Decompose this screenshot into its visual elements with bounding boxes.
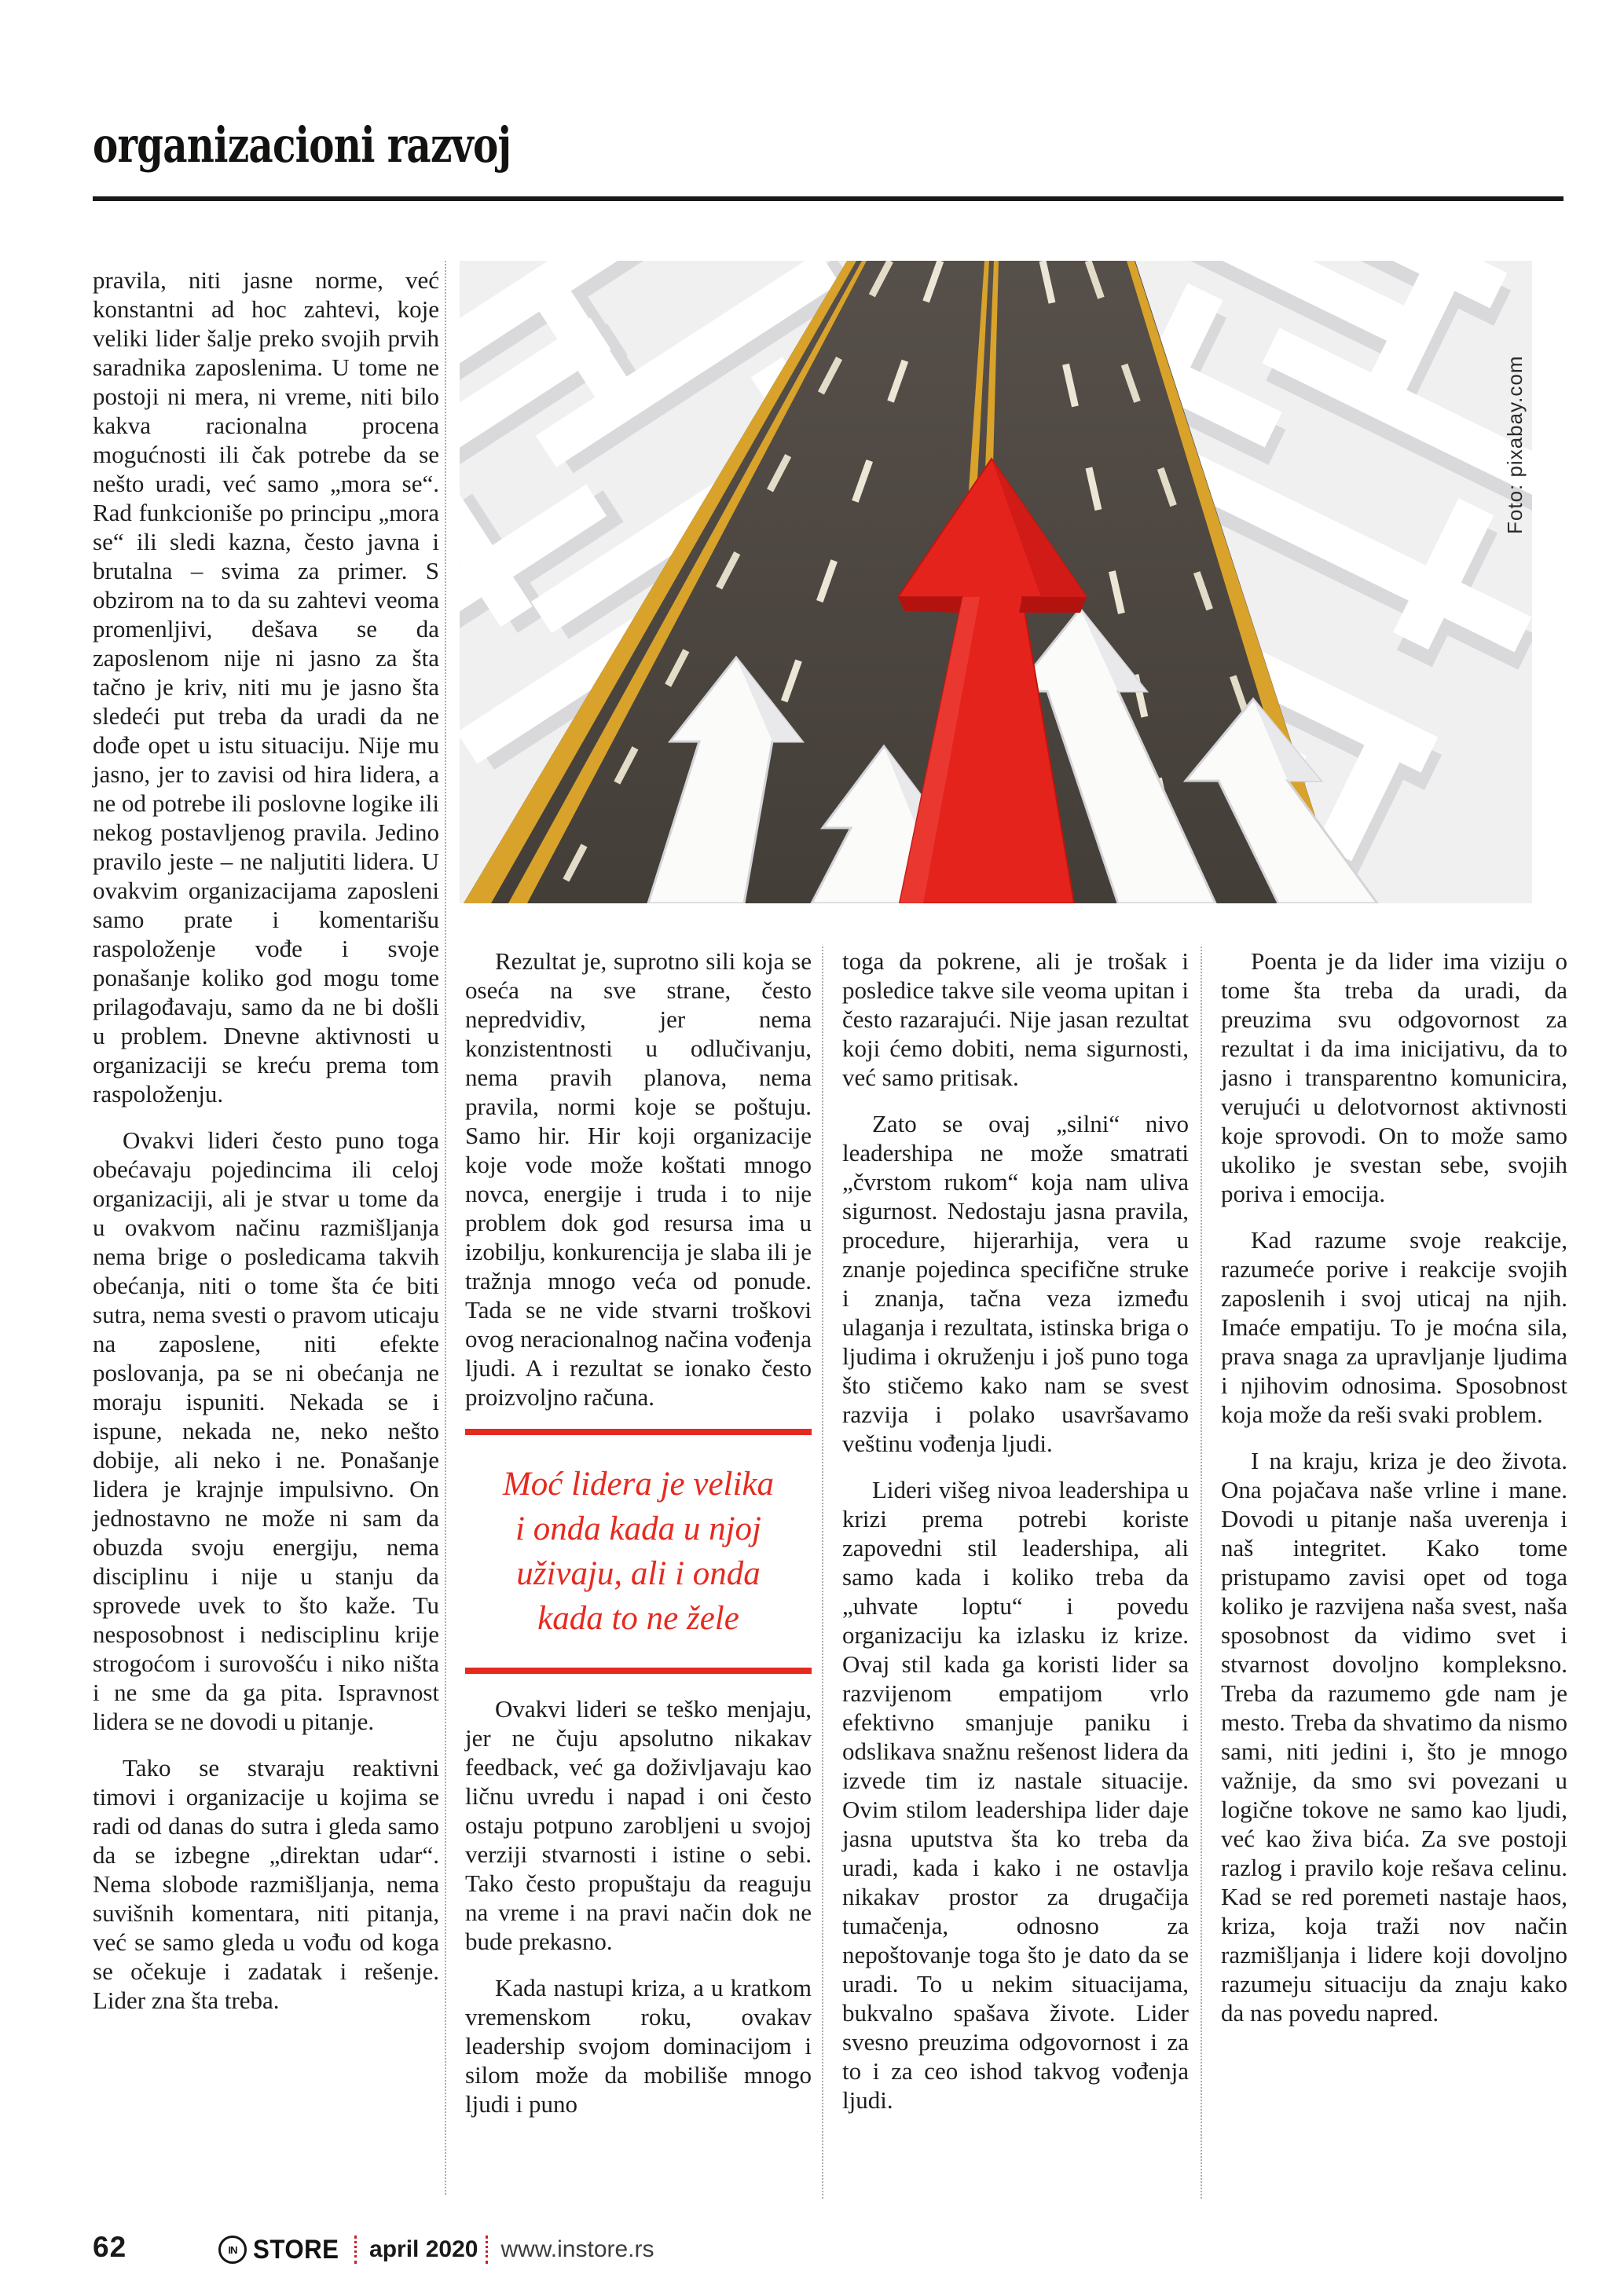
photo-credit: Foto: pixabay.com <box>1503 355 1527 534</box>
page-footer <box>0 2229 1624 2276</box>
column-divider-3 <box>1201 947 1202 2199</box>
column-2-top-paragraphs <box>465 947 812 1412</box>
page-title: organizacioni razvoj <box>93 116 511 174</box>
header-rule <box>93 196 1564 201</box>
paragraph: Kad razume svoje reakcije, razumeće porive i reakcije svojih zaposlenih i svoj uticaj na njih. Imaće empatiju. To je moćna sila, prava snaga za upravljanje ljudima i njihovim odnosima. Sposobnost koja može da reši svaki problem. <box>1221 1226 1567 1428</box>
paragraph: I na kraju, kriza je deo života. Ona pojačava naše vrline i mane. Dovodi u pitanje naša uverenja i naš integritet. Kako tome pristupamo zavisi opet od toga koliko je razvijena naša svest, naša sposobnost da vidimo svet i stvarnost dovoljno kompleksno. Treba da razumemo gde nam je mesto. Treba da shvatimo da nismo sami, niti jedini i, što je mnogo važnije, da smo svi povezani u logične tokove ne samo kao ljudi, već kao živa bića. Za sve postoji razlog i pravilo koje rešava celinu. Kad se red poremeti nastaje haos, kriza, koja traži nov način razmišljanja i lidere koji dovoljno razumeju situaciju da znaju kako da nas povedu napred. <box>1221 1447 1567 2027</box>
paragraph: Tako se stvaraju reaktivni timovi i organizacije u kojima se radi od danas do sutra i gleda samo da se izbegne „direktan udar“. Nema slobode razmišljanja, nema suvišnih komentara, niti pitanja, već se samo gleda u vođu od koga se očekuje i zadatak i rešenje. Lider zna šta treba. <box>93 1754 439 2014</box>
pull-quote-line: kada to ne žele <box>537 1600 739 1637</box>
instore-logo-circle-icon: IN <box>218 2236 247 2264</box>
issue-date: april 2020 <box>369 2236 478 2262</box>
paragraph: Rezultat je, suprotno sili koja se oseća na sve strane, često nepredvidiv, jer nema konzistentnosti u odlučivanju, nema pravih planova, nema pravila, normi koje se poštuju. Samo hir. Hir koji organizacije koje vode može koštati mnogo novca, energije i truda i to nije problem dok god resursa ima u izobilju, konkurencija je slaba ili je tražnja mnogo veća od ponude. Tada se ne vide stvarni troškovi ovog neracionalnog načina vođenja ljudi. A i rezultat se ionako često proizvoljno računa. <box>465 947 812 1411</box>
paragraph: Poenta je da lider ima viziju o tome šta treba da uradi, da preuzima svu odgovornost za rezultat i da ima inicijativu, da to jasno i transparentno komunicira, verujući u delotvornost aktivnosti koje sprovodi. On to može samo ukoliko je svestan sebe, svojih poriva i emocija. <box>1221 947 1567 1207</box>
paragraph: Ovakvi lideri se teško menjaju, jer ne čuju apsolutno nikakav feedback, već ga doživljavaju kao ličnu uvredu i napad i oni često ostaju potpuno zarobljeni u svojoj verziji stvarnosti i istine o sebi. Tako često propuštaju da reaguju na vreme i na pravi način dok ne bude prekasno. <box>465 1695 812 1955</box>
paragraph: pravila, niti jasne norme, već konstantni ad hoc zahtevi, koje veliki lider šalje preko svojih prvih saradnika zaposlenima. U tome ne postoji ni mera, ni vreme, niti bilo kakva racionalna procena mogućnosti ili čak potrebe da se nešto uradi, već samo „mora se“. Rad funkcioniše po principu „mora se“ ili sledi kazna, često javna i brutalna – svima za primer. S obzirom na to da su zahtevi veoma promenljivi, dešava se da zaposlenom nije ni jasno za šta tačno je kriv, niti mu je jasno šta sledeći put treba da uradi da ne dođe opet u istu situaciju. Nije mu jasno, jer to zavisi od hira lidera, a ne od potrebe ili poslovne logike ili nekog postavljenog pravila. Jedino pravilo jeste – ne naljutiti lidera. U ovakvim organizacijama zaposleni samo prate i komentarišu raspoloženje vođe i svoje ponašanje koliko god mogu tome prilagođavaju, samo da ne bi došli u problem. Dnevne aktivnosti u organizaciji se kreću prema tom raspoloženju. <box>93 266 439 1108</box>
pull-quote-rule-top <box>465 1429 812 1435</box>
text-column-1 <box>93 265 439 2032</box>
footer-branding <box>218 2229 654 2270</box>
footer-separator-icon <box>354 2236 357 2264</box>
text-column-4 <box>1221 947 1567 2045</box>
text-column-2 <box>465 947 812 2136</box>
paragraph: Ovakvi lideri često puno toga obećavaju pojedincima ili celoj organizaciji, ali je stvar u tome da u ovakvom načinu razmišljanja nema brige o posledicama takvih obećanja, niti o tome šta će biti sutra, nema svesti o pravom uticaju na zaposlene, niti efekte poslovanja, pa se ni obećanja ne moraju ispuniti. Nekada se i ispune, nekada ne, neko nešto dobije, ali neko i ne. Ponašanje lidera je krajnje impulsivno. On jednostavno ne može ni sam da obuzda svoju energiju, nema disciplinu i nije u stanju da sprovede uvek to što kaže. Tu nesposobnost i nedisciplinu krije strogoćom i surovošću i niko ništa i ne sme da ga pita. Ispravnost lidera se ne dovodi u pitanje. <box>93 1126 439 1735</box>
pull-quote-line: i onda kada u njoj <box>515 1511 761 1547</box>
paragraph: Lideri višeg nivoa leadershipa u krizi prema potrebi koriste zapovedni stil leadershipa, ali samo kada i koliko treba da „uhvate loptu“ i povedu organizaciju ka izlasku iz krize. Ovaj stil kada ga koristi lider sa razvijenom empatijom vrlo efektivno smanjuje paniku i odslikava snažnu rešenost lidera da izvede tim iz nastale situacije. Ovim stilom leadershipa lider daje jasna uputstva šta ko treba da uradi, kada i kako i ne ostavlja nikakav prostor za drugačija tumačenja, odnosno za nepoštovanje toga što je dato da se uradi. To u nekim situacijama, bukvalno spašava živote. Lider svesno preuzima odgovornost i za to i za ceo ishod takvog vođenja ljudi. <box>842 1476 1189 2114</box>
pull-quote-block <box>465 1429 812 1674</box>
column-divider-2 <box>822 947 823 2199</box>
paragraph: toga da pokrene, ali je trošak i posledice takve sile veoma upitan i često razarajući. Nije jasan rezultat koji ćemo dobiti, nema sigurnosti, već samo pritisak. <box>842 947 1189 1091</box>
instore-logo <box>218 2235 346 2265</box>
paragraph: Kada nastupi kriza, a u kratkom vremenskom roku, ovakav leadership svojom dominacijom i silom može da mobiliše mnogo ljudi i puno <box>465 1974 812 2118</box>
page-number: 62 <box>93 2231 127 2263</box>
footer-separator-icon <box>486 2236 488 2264</box>
paragraph: Zato se ovaj „silni“ nivo leadershipa ne može smatrati „čvrstom rukom“ koja nam uliva sigurnost. Nedostaju jasna pravila, procedure, hijerarhija, vera u znanje pojedinca specifične struke i znanja, tačna veza između ulaganja i rezultata, istinska briga o ljudima i okruženju i još puno toga što stičemo kako nam se svest razvija i polako usavršavamo veštinu vođenja ljudi. <box>842 1110 1189 1457</box>
maze-road-photo <box>460 261 1532 903</box>
pull-quote-text <box>465 1462 812 1641</box>
column-divider-1 <box>445 261 446 2195</box>
pull-quote-line: Moć lidera je velika <box>502 1466 775 1503</box>
pull-quote-rule-bottom <box>465 1668 812 1674</box>
column-2-bottom-paragraphs <box>465 1694 812 2118</box>
instore-logo-wordmark: STORE <box>253 2234 339 2265</box>
text-column-3 <box>842 947 1189 2132</box>
pull-quote-line: uživaju, ali i onda <box>516 1555 761 1592</box>
website-url: www.instore.rs <box>500 2236 654 2262</box>
maze-road-illustration <box>460 261 1532 903</box>
